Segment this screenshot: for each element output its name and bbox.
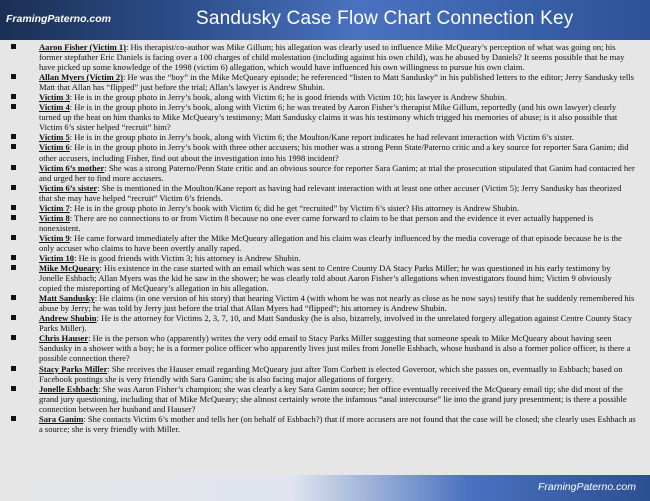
title-banner (0, 0, 650, 40)
entry-description: : He is in the group photo in Jerry’s book, along with Victim 6; he is good friends with Victim 10; his lawyer is Andrew Shubin. (69, 92, 507, 103)
square-bullet-icon (11, 104, 16, 109)
square-bullet-icon (11, 165, 16, 170)
square-bullet-icon (11, 235, 16, 240)
entry-description: : He is in the group photo in Jerry’s book, along with Victim 6; he was treated by Aaron Fisher’s therapist Mike Gillum, reportedly (and his own lawyer) clearly turned up the heat on him thanks to Mike McQueary’s testimony; Matt Sandusky claims it was his testimony which trigged his memories of abuse; is it also possible that Victim 6’s sister helped “recruit” him? (39, 102, 618, 133)
entry-description: : She receives the Hauser email regarding McQueary just after Tom Corbett is elected Governor, which she passes on, eventually to Eshbach; based on Facebook postings she is very friendly with Sara Ganim; she is also facing major allegations of forgery. (39, 363, 623, 384)
entry-name: Victim 6’s sister (39, 182, 98, 193)
entry-description: : He is good friends with Victim 3; his attorney is Andrew Shubin. (74, 252, 301, 263)
entry-name: Mike McQueary (39, 263, 100, 274)
entry-description: : She is mentioned in the Moulton/Kane report as having had relevant interaction with at least one other accuser (Victim 5); Jerry Sandusky has theorized that she may have helped “recruit” Victim 6’s friends. (39, 182, 622, 203)
entry-name: Jonelle Eshbach (39, 383, 99, 394)
entry-description: : He was the “boy” in the Mike McQueary episode; he referenced “listen to Matt Sandusky” in his published letters to the editor; Jerry Sandusky tells Matt that Allan has “flipped” just before the trial; Allan’s lawyer is Andrew Shubin. (39, 72, 634, 93)
key-entry (10, 132, 636, 142)
entry-name: Victim 6 (39, 142, 70, 153)
square-bullet-icon (11, 416, 16, 421)
entry-name: Chris Hauser (39, 333, 89, 344)
key-entry (10, 364, 636, 384)
square-bullet-icon (11, 215, 16, 220)
page-title: Sandusky Case Flow Chart Connection Key (196, 8, 574, 29)
entry-name: Allan Myers (Victim 2) (39, 72, 123, 83)
key-entry (10, 203, 636, 213)
key-entry (10, 414, 636, 434)
entry-name: Victim 5 (39, 132, 70, 143)
entry-description: : There are no connections to or from Victim 8 because no one ever came forward to claim to be that person and the evidence it ever actually happened is nonexistent. (39, 212, 594, 233)
footer-brand: FramingPaterno.com (537, 481, 636, 493)
key-entry (10, 42, 636, 72)
square-bullet-icon (11, 335, 16, 340)
key-entry (10, 293, 636, 313)
entry-name: Victim 4 (39, 102, 70, 113)
entry-description: : She was a strong Paterno/Penn State critic and an obvious source for reporter Sara Ganim; at trial the prosecution stipulated that Ganim had contacted her and urged her to find more accusers. (39, 162, 635, 183)
entry-name: Victim 3 (39, 92, 70, 103)
entry-description: : He came forward immediately after the Mike McQueary allegation and his claim was clearly influenced by the media coverage of that episode because he is the only accuser who claims to have been overtly anally raped. (39, 232, 622, 253)
entry-name: Aaron Fisher (Victim 1) (39, 42, 126, 52)
square-bullet-icon (11, 295, 16, 300)
entry-name: Matt Sandusky (39, 293, 95, 304)
connection-key-list (10, 42, 636, 434)
entry-description: : He is the person who (apparently) writes the very odd email to Stacy Parks Miller suggesting that someone speak to Mike McQueary about having seen Sandusky in a shower with a boy; he is a former police officer who apparently lives just miles from Jonelle Eshbach, whose husband is also a former police officer, is there a possible connection there? (39, 333, 631, 364)
key-entry (10, 384, 636, 414)
entry-description: : She was Aaron Fisher’s champion; she was clearly a key Sara Ganim source; her office eventually received the McQueary email tip; she did most of the grand jury questioning, including that of Mike McQueary; she almost certainly wrote the infamous “anal intercourse” lie into the grand jury presentment; is there a possible connection between her husband and Hauser? (39, 383, 627, 414)
entry-description: : He is in the group photo in Jerry’s book, along with Victim 6; the Moulton/Kane report indicates he had relevant interaction with Victim 6’s sister. (69, 132, 574, 143)
key-entry (10, 233, 636, 253)
square-bullet-icon (11, 205, 16, 210)
entry-description: : He is in the group photo in Jerry’s book with three other accusers; his mother was a strong Penn State/Paterno critic and a key source for reporter Sara Ganim; did other accusers, including Fisher, find out about the investigation into his 1998 incident? (39, 142, 629, 163)
square-bullet-icon (11, 134, 16, 139)
key-entry (10, 253, 636, 263)
entry-description: : He claims (in one version of his story) that hearing Victim 4 (with whom he was not nearly as close as he now says) testify that he suddenly remembered his abuse by Jerry; he was told by Jerry just before the trial that Allan Myers had “flipped”; his attorney is Andrew Shubin. (39, 293, 635, 314)
key-entry (10, 213, 636, 233)
entry-name: Victim 8 (39, 212, 70, 223)
entry-description: : He is the attorney for Victims 2, 3, 7, 10, and Matt Sandusky (he is also, bizarrely, involved in the unrelated forgery allegation against Centre County Stacy Parks Miller). (39, 313, 632, 334)
square-bullet-icon (11, 265, 16, 270)
square-bullet-icon (11, 74, 16, 79)
entry-description: : She contacts Victim 6’s mother and tells her (on behalf of Eshbach?) that if more accusers are not found that the case will be closed; she clearly uses Eshbach as a source; she is very friendly with Miller. (39, 413, 636, 434)
square-bullet-icon (11, 255, 16, 260)
key-entry (10, 72, 636, 92)
key-entry (10, 163, 636, 183)
entry-description: : His existence in the case started with an email which was sent to Centre County DA Stacy Parks Miller; he was questioned in his early testimony by Jonelle Eshbach; Allan Myers was the kid he saw in the shower; he was clearly told about Aaron Fisher’s allegations when investigators found him; Victim 9 obviously copied the misreporting of McQueary’s allegation in his allegation. (39, 263, 612, 294)
square-bullet-icon (11, 44, 16, 49)
entry-description: : He is in the group photo in Jerry’s book with Victim 6; did he get “recruited” by Victim 6’s sister? His attorney is Andrew Shubin. (69, 202, 519, 213)
entry-name: Victim 7 (39, 202, 70, 213)
square-bullet-icon (11, 315, 16, 320)
entry-name: Sara Ganim (39, 413, 84, 424)
key-entry (10, 313, 636, 333)
square-bullet-icon (11, 185, 16, 190)
site-brand: FramingPaterno.com (6, 13, 112, 25)
key-entry (10, 183, 636, 203)
key-entry (10, 333, 636, 363)
square-bullet-icon (11, 144, 16, 149)
entry-name: Victim 9 (39, 232, 70, 243)
key-entry (10, 102, 636, 132)
square-bullet-icon (11, 386, 16, 391)
entry-name: Victim 6’s mother (39, 162, 105, 173)
square-bullet-icon (11, 94, 16, 99)
entry-name: Victim 10 (39, 252, 75, 263)
square-bullet-icon (11, 366, 16, 371)
key-entry (10, 263, 636, 293)
key-entry (10, 142, 636, 162)
entry-name: Stacy Parks Miller (39, 363, 108, 374)
key-entry (10, 92, 636, 102)
entry-name: Andrew Shubin (39, 313, 97, 324)
entry-description: : His therapist/co-author was Mike Gillum; his allegation was clearly used to influence Mike McQueary’s perception of what was going on; his former stepfather Eric Daniels is facing over a 100 charges of child molestation (including against his own child), was he abused by Daniels? It seems possible that he may have picked up some knowledge of the 1998 (victim 6) allegation, which would have influenced his own willingness to pursue his own claim. (39, 42, 625, 73)
